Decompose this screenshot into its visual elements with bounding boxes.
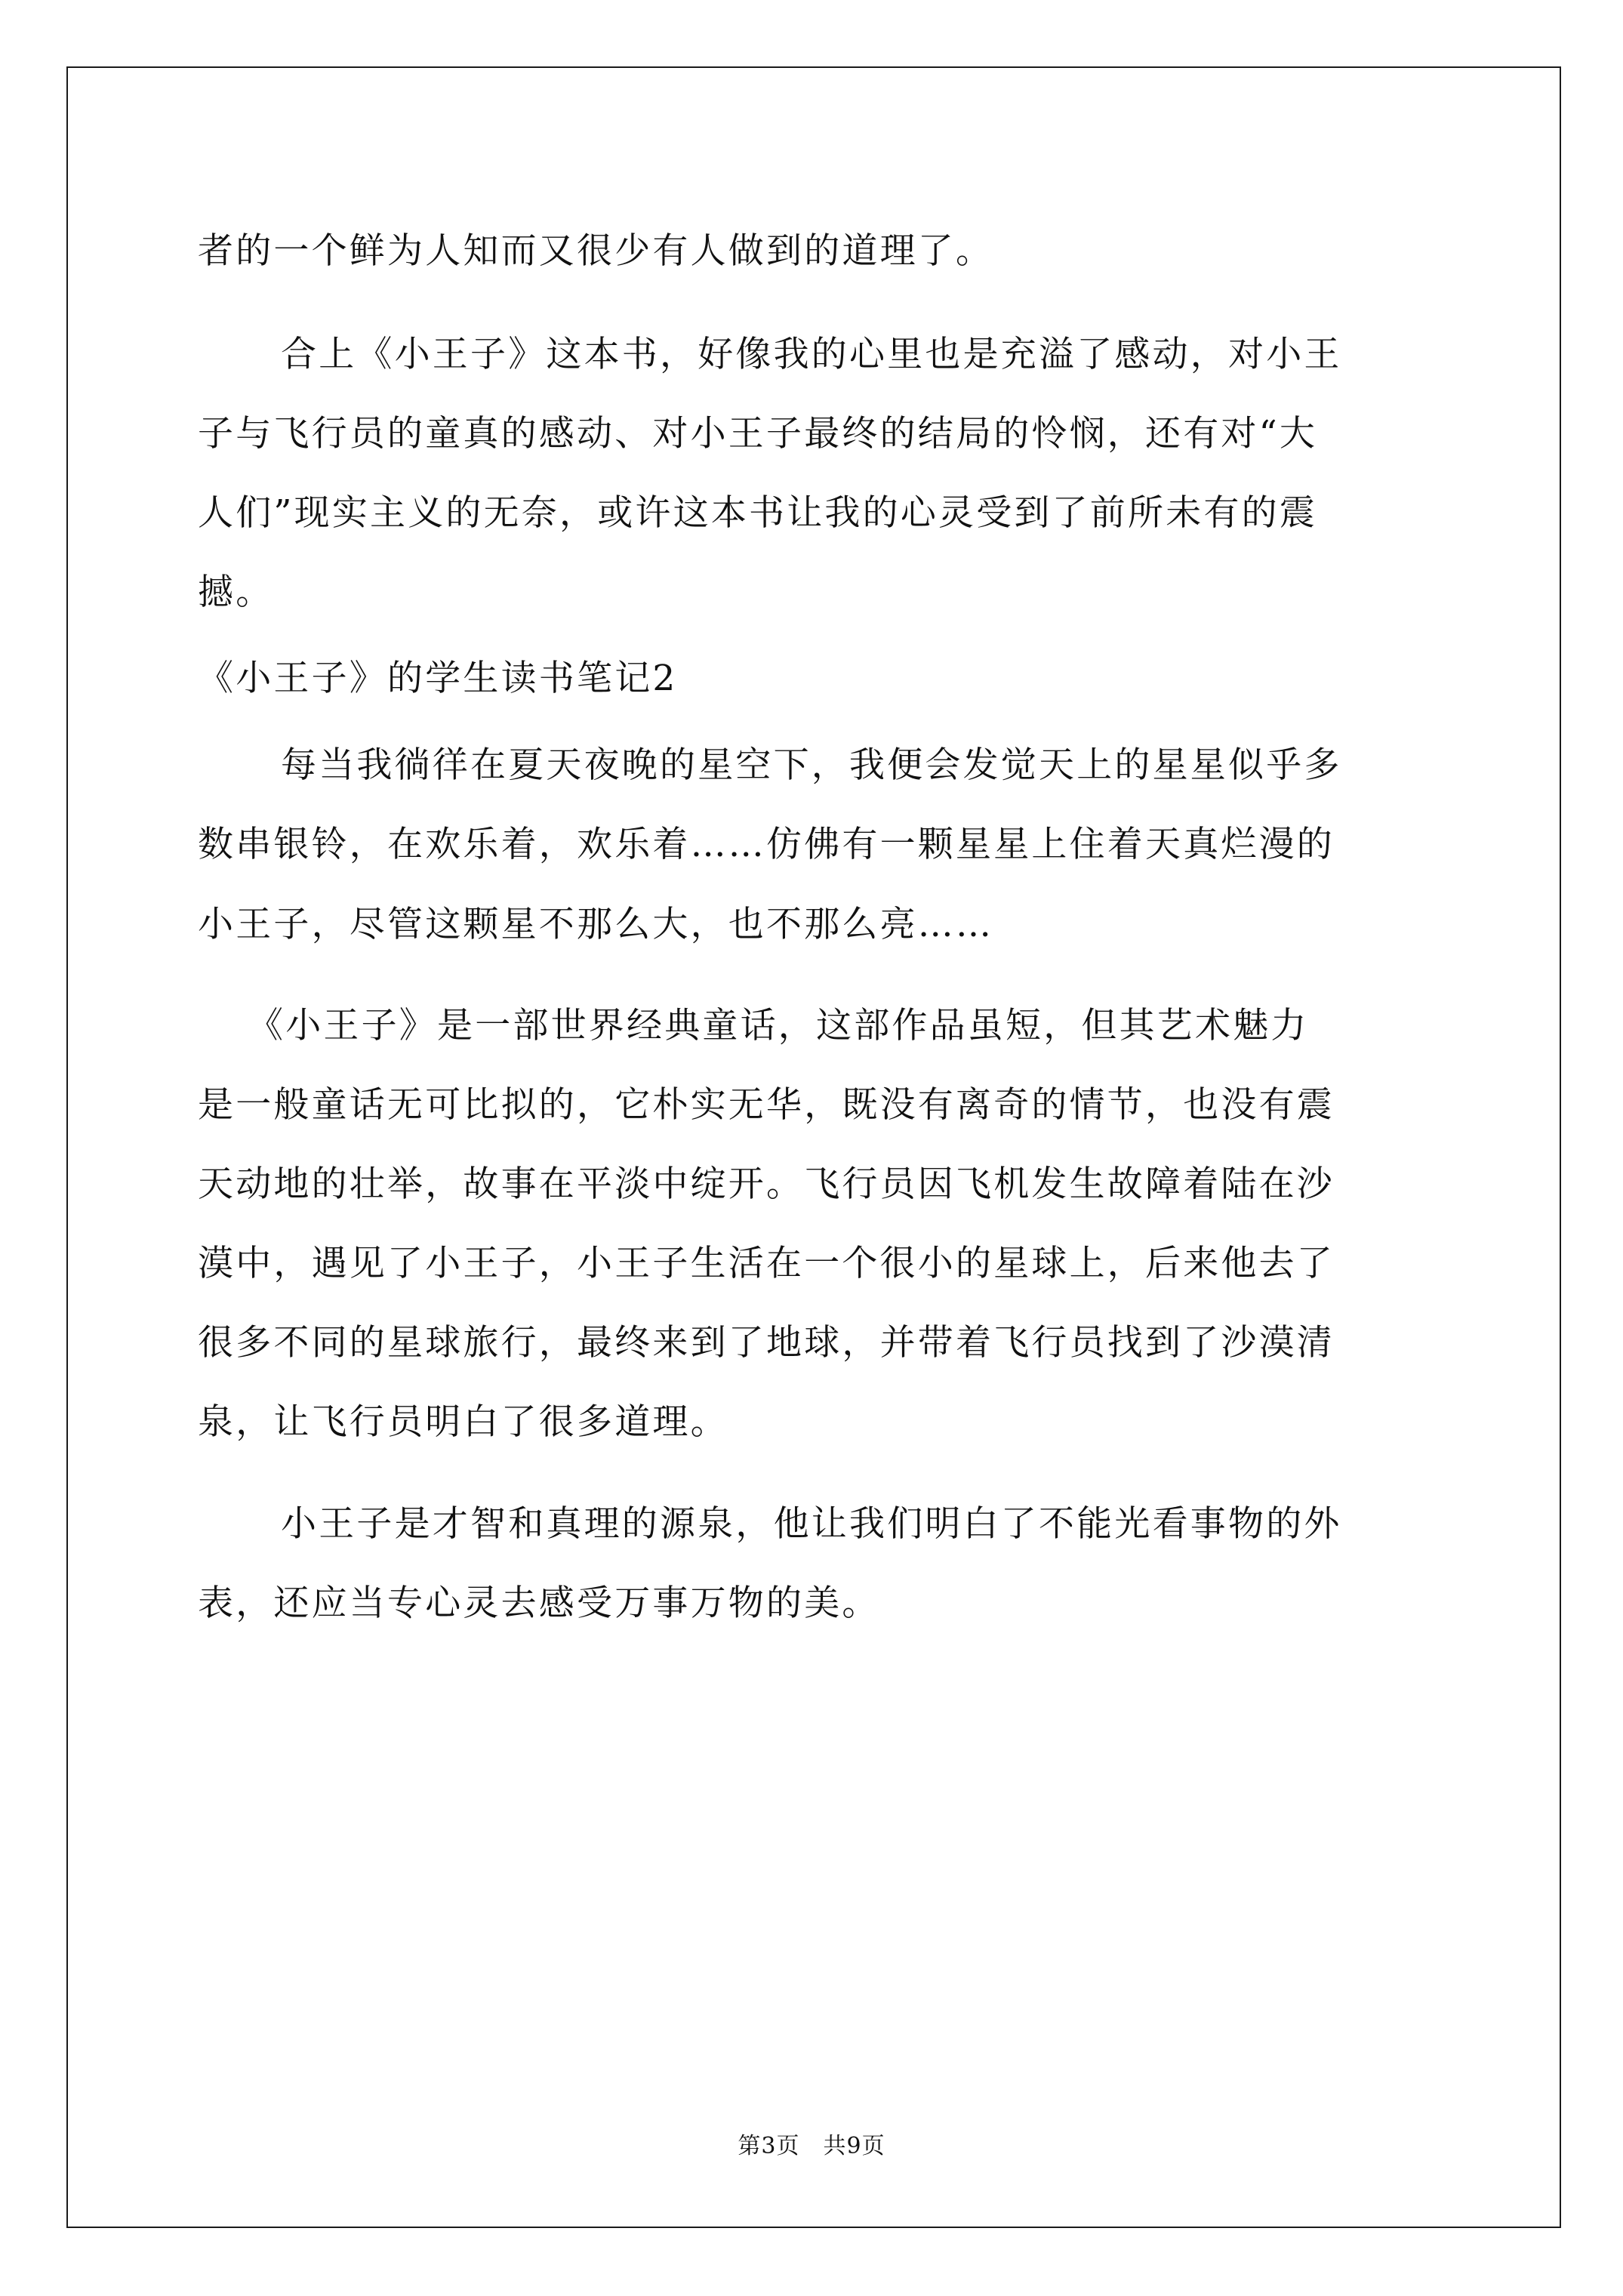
body-text-line: 小王子是才智和真理的源泉，他让我们明白了不能光看事物的外 bbox=[281, 1503, 1342, 1545]
body-text-line: 子与飞行员的童真的感动、对小王子最终的结局的怜悯，还有对“大 bbox=[198, 413, 1318, 455]
body-text-line: 《小王子》是一部世界经典童话，这部作品虽短，但其艺术魅力 bbox=[248, 1005, 1309, 1046]
section-heading: 《小王子》的学生读书笔记2 bbox=[198, 658, 678, 699]
body-text-line: 撼。 bbox=[198, 572, 274, 613]
page-number-footer: 第3页 共9页 bbox=[738, 2133, 885, 2159]
body-text-line: 表，还应当专心灵去感受万事万物的美。 bbox=[198, 1583, 880, 1624]
body-text-line: 是一般童话无可比拟的，它朴实无华，既没有离奇的情节，也没有震 bbox=[198, 1084, 1335, 1126]
body-text-line: 合上《小王子》这本书，好像我的心里也是充溢了感动，对小王 bbox=[281, 334, 1342, 375]
body-text-line: 很多不同的星球旅行，最终来到了地球，并带着飞行员找到了沙漠清 bbox=[198, 1322, 1335, 1364]
body-text-line: 者的一个鲜为人知而又很少有人做到的道理了。 bbox=[198, 230, 994, 272]
body-text-line: 小王子，尽管这颗星不那么大，也不那么亮…… bbox=[198, 904, 994, 945]
body-text-line: 泉，让飞行员明白了很多道理。 bbox=[198, 1401, 728, 1443]
body-text-line: 人们”现实主义的无奈，或许这本书让我的心灵受到了前所未有的震 bbox=[198, 492, 1318, 534]
body-text-line: 每当我徜徉在夏天夜晚的星空下，我便会发觉天上的星星似乎多 bbox=[281, 744, 1342, 786]
body-text-line: 数串银铃，在欢乐着，欢乐着……仿佛有一颗星星上住着天真烂漫的 bbox=[198, 824, 1335, 865]
page-border bbox=[66, 66, 1561, 2228]
body-text-line: 漠中，遇见了小王子，小王子生活在一个很小的星球上，后来他去了 bbox=[198, 1243, 1335, 1284]
body-text-line: 天动地的壮举，故事在平淡中绽开。飞行员因飞机发生故障着陆在沙 bbox=[198, 1163, 1335, 1205]
